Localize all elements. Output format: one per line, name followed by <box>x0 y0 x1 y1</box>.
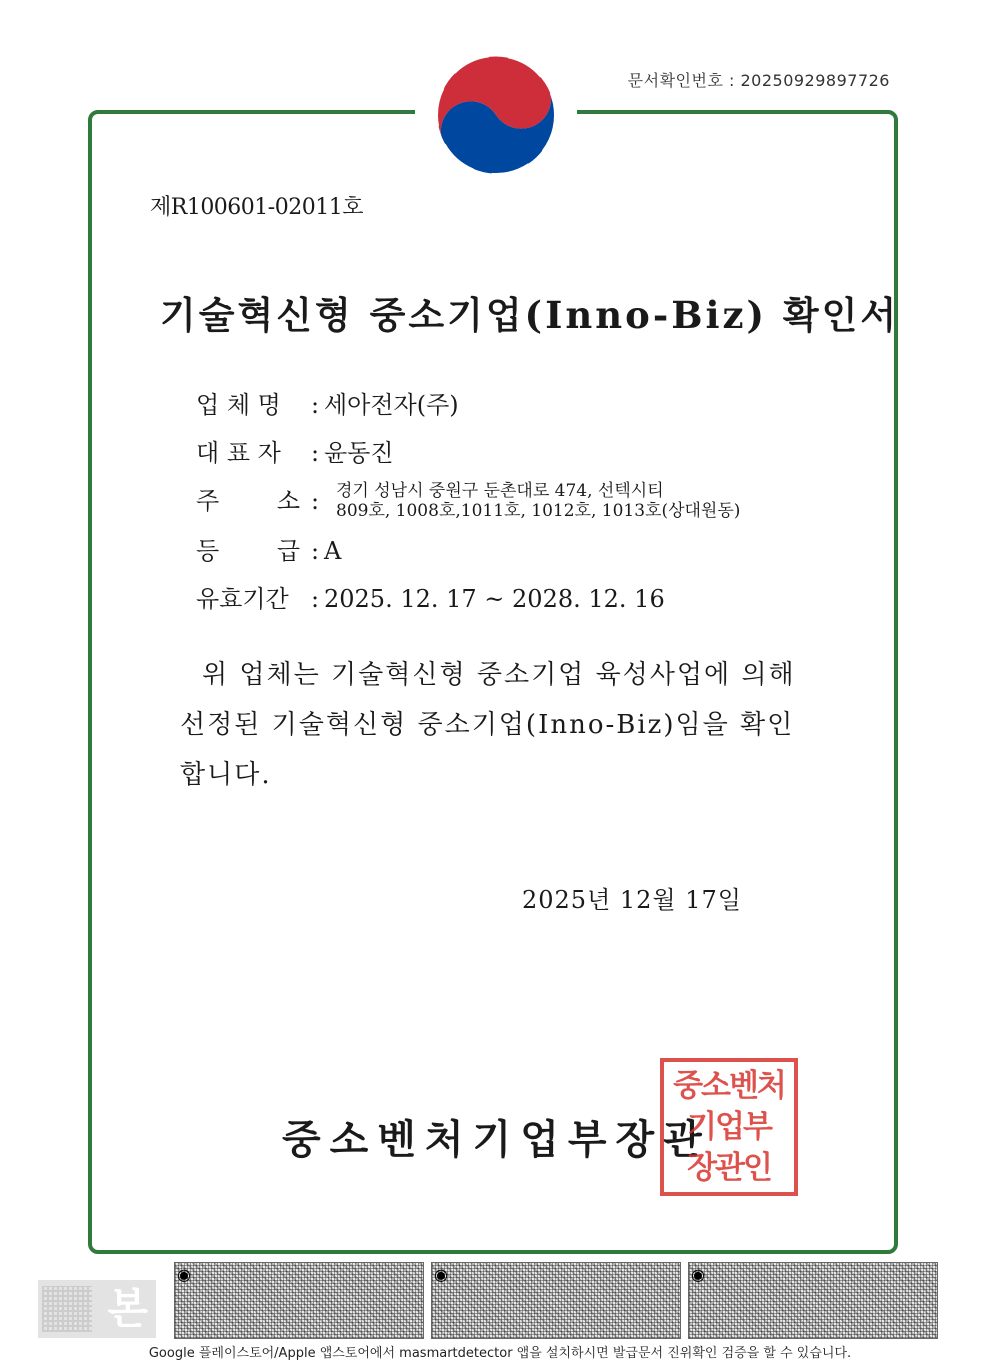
statement-line-3: 합니다. <box>180 760 272 790</box>
verification-barcode <box>174 1262 424 1339</box>
copy-stamp-text: 본 <box>107 1284 148 1333</box>
grade-value: A <box>324 537 342 565</box>
period-value: 2025. 12. 17 ~ 2028. 12. 16 <box>324 585 665 613</box>
address-label: 주 소 <box>196 487 300 515</box>
address-line-2: 809호, 1008호,1011호, 1012호, 1013호(상대원동) <box>336 501 741 521</box>
official-seal <box>660 1058 798 1196</box>
barcode-mark-icon: ◉ <box>177 1265 191 1284</box>
statement-line-2: 선정된 기술혁신형 중소기업(Inno-Biz)임을 확인 <box>180 710 795 740</box>
period-label: 유효기간 <box>196 585 289 613</box>
grade-label: 등 급 <box>196 537 300 565</box>
company-value: 세아전자(주) <box>324 391 459 419</box>
field-address: 주 소 : 경기 성남시 중원구 둔촌대로 474, 선텍시티 809호, 1008호,1011호, 1012호, 1013호(상대원동) <box>196 481 741 521</box>
verification-barcode <box>431 1262 681 1339</box>
taegeuk-emblem-icon <box>431 50 561 180</box>
address-line-1: 경기 성남시 중원구 둔촌대로 474, 선텍시티 <box>336 481 664 501</box>
field-ceo: 대 표 자 : 윤동진 <box>196 433 394 468</box>
address-value <box>336 481 740 521</box>
ceo-label: 대 표 자 <box>196 439 281 467</box>
seal-line-1: 중소벤처 <box>673 1068 785 1104</box>
seal-line-2: 기업부 <box>687 1109 771 1145</box>
document-confirm-number: 문서확인번호 : 20250929897726 <box>627 71 890 90</box>
barcode-mark-icon: ◉ <box>434 1265 448 1284</box>
copy-stamp <box>38 1280 156 1338</box>
ceo-value: 윤동진 <box>324 439 394 467</box>
company-label: 업 체 명 <box>196 391 281 419</box>
statement-line-1: 위 업체는 기술혁신형 중소기업 육성사업에 의해 <box>202 660 796 690</box>
field-period: 유효기간 : 2025. 12. 17 ~ 2028. 12. 16 <box>196 579 665 614</box>
field-grade: 등 급 : A <box>196 531 341 566</box>
issue-date: 2025년 12월 17일 <box>522 886 742 914</box>
verification-barcode <box>688 1262 938 1339</box>
issuer-name: 중소벤처기업부장관 <box>282 1116 711 1163</box>
field-company: 업 체 명 : 세아전자(주) <box>196 385 459 420</box>
certificate-number: 제R100601-02011호 <box>150 195 363 220</box>
footer-notice: Google 플레이스토어/Apple 앱스토어에서 masmartdetector 앱을 설치하시면 발급문서 진위확인 검증을 할 수 있습니다. <box>148 1346 852 1361</box>
page-title: 기술혁신형 중소기업(Inno-Biz) 확인서 <box>160 293 900 337</box>
certificate-statement <box>180 650 860 800</box>
barcode-mark-icon: ◉ <box>691 1265 705 1284</box>
seal-line-3: 장관인 <box>687 1150 771 1186</box>
